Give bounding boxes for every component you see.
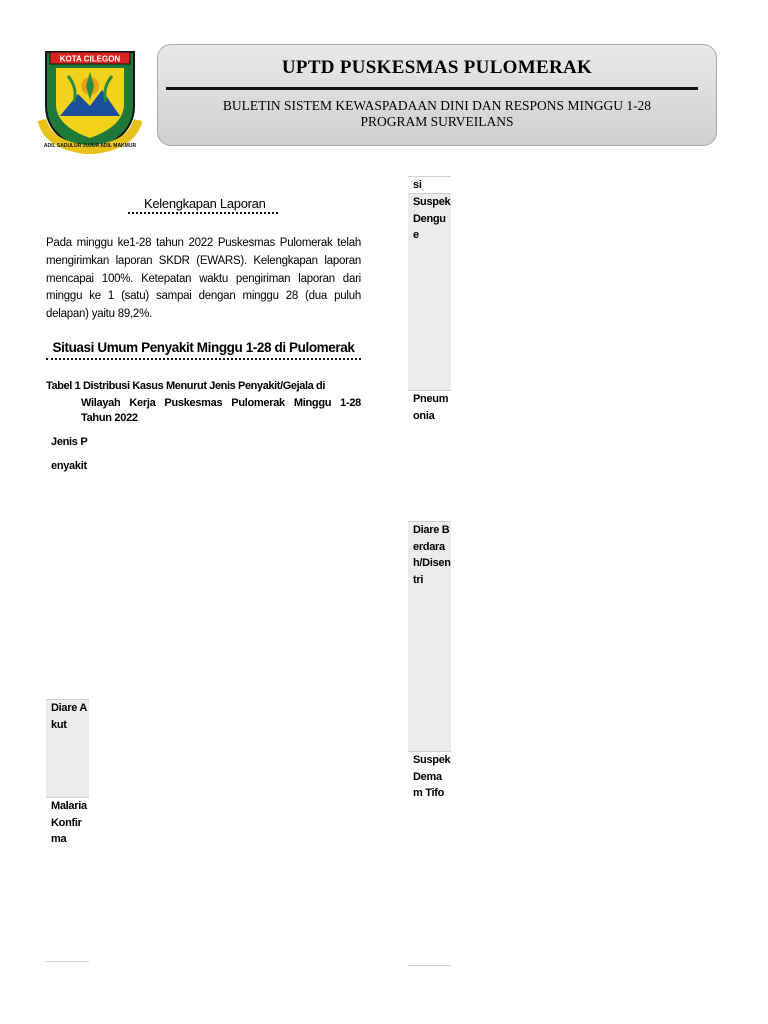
title-divider — [166, 87, 698, 90]
table-right-column — [408, 176, 451, 966]
kota-cilegon-logo — [38, 46, 142, 154]
heading-underline — [46, 358, 361, 360]
svg-text:ADIL SADULUR JUJUR ADIL MAKMUR: ADIL SADULUR JUJUR ADIL MAKMUR — [43, 143, 137, 149]
table-row: Pneumonia — [408, 391, 451, 522]
table-row: Diare Akut — [46, 700, 89, 798]
header-banner — [157, 44, 717, 146]
subtitle-line-2: PROGRAM SURVEILANS — [360, 114, 514, 129]
table-row: Suspek Dengue — [408, 194, 451, 391]
table-caption-line-2: Wilayah Kerja Puskesmas Pulomerak Minggu 1-28 Tahun 2022 — [81, 397, 361, 424]
subtitle-line-1: BULETIN SISTEM KEWASPADAAN DINI DAN RESPONS MINGGU 1-28 — [222, 98, 652, 113]
table-left-column — [46, 430, 89, 962]
heading-underline — [128, 212, 278, 214]
page-subtitle — [178, 98, 696, 130]
table-row: si — [408, 177, 451, 194]
table-header-cell: Jenis Penyakit — [46, 430, 89, 700]
section-heading-kelengkapan: Kelengkapan Laporan — [144, 196, 266, 211]
page-title: UPTD PUSKESMAS PULOMERAK — [281, 57, 593, 78]
paragraph-kelengkapan: Pada minggu ke1-28 tahun 2022 Puskesmas Pulomerak telah mengirimkan laporan SKDR (EWARS). Kelengkapan laporan mencapai 100%. Ketepatan waktu pengiriman laporan dari minggu ke 1 (satu) sampai dengan minggu 28 (dua puluh delapan) yaitu 89,2%. — [46, 237, 361, 321]
svg-text:KOTA CILEGON: KOTA CILEGON — [59, 54, 121, 64]
section-heading-situasi: Situasi Umum Penyakit Minggu 1-28 di Pulomerak — [52, 340, 355, 355]
table-row: Suspek Demam Tifo — [408, 752, 451, 966]
table-row: Diare Berdarah/Disentri — [408, 522, 451, 752]
table-row: Malaria Konfirma — [46, 798, 89, 962]
table-caption-line-1: Tabel 1 Distribusi Kasus Menurut Jenis Penyakit/Gejala di — [46, 380, 325, 392]
